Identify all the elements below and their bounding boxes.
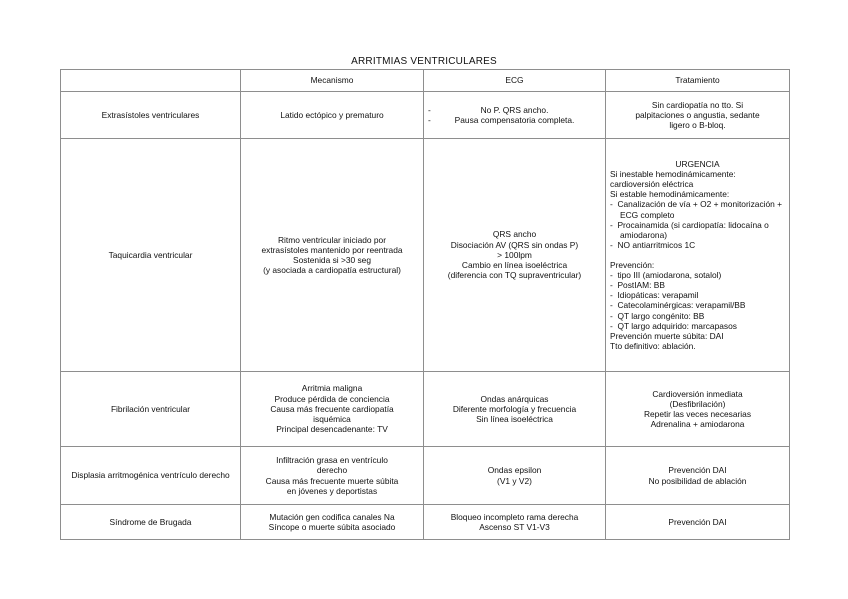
- cell-line: Sostenida si >30 seg: [293, 255, 371, 265]
- arrhythmia-table: [60, 69, 790, 540]
- urgencia-title: URGENCIA: [675, 158, 720, 169]
- cell-line: Cambio en línea isoeléctrica: [461, 260, 568, 271]
- cell-line: NO antiarritmicos 1C: [617, 240, 696, 251]
- cell-line: (V1 y V2): [497, 475, 532, 486]
- cell-line: Prevención muerte súbita: DAI: [610, 330, 724, 341]
- cell-line: cardioversión eléctrica: [610, 179, 694, 190]
- row-name-cell: Displasia arritmogénica ventrículo derecho: [61, 447, 241, 505]
- cell-line: Latido ectópico y prematuro: [280, 109, 384, 120]
- cell-line: Produce pérdida de conciencia: [274, 393, 390, 404]
- mecanismo-cell: [241, 372, 424, 447]
- spacer: [610, 251, 785, 260]
- urgencia-item: - Procainamida (si cardiopatía: lidocaína o amiodarona): [610, 219, 769, 241]
- cell-line: Mutación gen codifica canales Na: [269, 511, 395, 522]
- urgencia-item: - NO antiarritmicos 1C: [610, 240, 696, 251]
- row-name-cell: Síndrome de Brugada: [61, 505, 241, 540]
- cell-line: extrasístoles mantenido por reentrada: [261, 244, 403, 255]
- tratamiento-cell: [606, 505, 790, 540]
- tratamiento-cell: [606, 92, 790, 139]
- ecg-cell: [424, 92, 606, 139]
- tratamiento-cell: [606, 139, 790, 372]
- prevencion-item: - QT largo adquirido: marcapasos: [610, 320, 737, 331]
- row-name-cell: Extrasístoles ventriculares: [61, 92, 241, 139]
- cell-line: Tto definitivo: ablación.: [610, 341, 696, 352]
- table-row: [61, 139, 790, 372]
- ecg-cell: [424, 447, 606, 505]
- cell-line: Síncope o muerte súbita asociado: [268, 522, 396, 532]
- cell-line: QRS ancho: [492, 229, 537, 240]
- header-row: [61, 70, 790, 92]
- cell-line: isquémica: [313, 414, 351, 425]
- header-cell-ecg: ECG: [424, 70, 606, 92]
- row-name-cell: Taquicardia ventricular: [61, 139, 241, 372]
- mecanismo-cell: [241, 505, 424, 540]
- cell-line: derecho: [316, 465, 348, 476]
- prevencion-item: - tipo III (amiodarona, sotalol): [610, 269, 722, 280]
- cell-line: (Desfibrilación): [669, 398, 726, 409]
- cell-line: Causa más frecuente muerte súbita: [265, 475, 399, 486]
- cell-line: Si inestable hemodinámicamente:: [610, 168, 736, 179]
- cell-line: Sin cardiopatía no tto. Si: [651, 99, 744, 110]
- prevencion-title: Prevención:: [610, 259, 655, 270]
- ecg-bullet-line: - Pausa compensatoria completa.: [428, 115, 575, 125]
- prevencion-item: - Idiopáticas: verapamil: [610, 290, 699, 301]
- cell-line: Ascenso ST V1-V3: [479, 522, 550, 532]
- cell-line: No posibilidad de ablación: [648, 475, 747, 486]
- ecg-cell: [424, 372, 606, 447]
- row-name-cell: Fibrilación ventricular: [61, 372, 241, 447]
- urgencia-item: - Canalización de vía + O2 + monitorización + ECG completo: [610, 199, 783, 220]
- cell-line: (diferencia con TQ supraventricular): [447, 270, 582, 281]
- prevencion-item: - Catecolaminérgicas: verapamil/BB: [610, 300, 746, 311]
- cell-line: Principal desencadenante: TV: [276, 424, 388, 435]
- prevencion-item: - PostIAM: BB: [610, 279, 665, 290]
- cell-line: QT largo adquirido: marcapasos: [617, 320, 737, 331]
- cell-line: Ritmo ventricular iniciado por: [278, 234, 386, 245]
- cell-line: Infiltración grasa en ventrículo: [276, 455, 388, 466]
- cell-line: Ondas anárquicas: [480, 393, 549, 404]
- cell-line: Arritmia maligna: [301, 383, 363, 394]
- cell-line: Pausa compensatoria completa.: [454, 115, 575, 125]
- cell-line: Canalización de vía + O2 + monitorización + ECG completo: [617, 199, 783, 220]
- header-cell-mecanismo: Mecanismo: [241, 70, 424, 92]
- cell-line: Adrenalina + amiodarona: [650, 419, 745, 430]
- cell-line: No P. QRS ancho.: [480, 104, 549, 115]
- cell-line: Prevención DAI: [668, 465, 727, 476]
- cell-line: Diferente morfología y frecuencia: [452, 403, 577, 414]
- mecanismo-cell: [241, 447, 424, 505]
- cell-line: Repetir las veces necesarias: [643, 409, 752, 419]
- header-cell-empty: [61, 70, 241, 92]
- cell-line: Cardioversión inmediata: [652, 388, 743, 399]
- tratamiento-cell: [606, 372, 790, 447]
- cell-line: Bloqueo incompleto rama derecha: [450, 511, 579, 522]
- ecg-bullet-line: - No P. QRS ancho.: [428, 104, 549, 115]
- cell-line: Procainamida (si cardiopatía: lidocaína o amiodarona): [617, 219, 769, 241]
- cell-line: en jóvenes y deportistas: [286, 485, 378, 496]
- table-row: [61, 92, 790, 139]
- document-title: ARRITMIAS VENTRICULARES: [351, 56, 497, 67]
- cell-line: Ondas epsilon: [487, 465, 542, 476]
- tratamiento-cell: [606, 447, 790, 505]
- mecanismo-cell: [241, 139, 424, 372]
- ecg-cell: [424, 505, 606, 540]
- ecg-cell: [424, 139, 606, 372]
- cell-line: Idiopáticas: verapamil: [617, 290, 699, 301]
- cell-line: tipo III (amiodarona, sotalol): [617, 269, 722, 280]
- cell-line: PostIAM: BB: [617, 279, 665, 290]
- cell-line: Prevención DAI: [668, 516, 727, 527]
- table-row: [61, 372, 790, 447]
- cell-line: QT largo congénito: BB: [617, 310, 705, 321]
- table-row: [61, 447, 790, 505]
- header-cell-tratamiento: Tratamiento: [606, 70, 790, 92]
- cell-line: Si estable hemodinámicamente:: [610, 189, 730, 200]
- cell-line: > 100lpm: [497, 249, 532, 260]
- cell-line: ligero o B-bloq.: [669, 120, 726, 131]
- prevencion-item: - QT largo congénito: BB: [610, 310, 705, 321]
- cell-line: Sin línea isoeléctrica: [476, 414, 553, 425]
- cell-line: Disociación AV (QRS sin ondas P): [450, 239, 579, 250]
- table-row: [61, 505, 790, 540]
- cell-line: (y asociada a cardiopatía estructural): [263, 265, 401, 276]
- cell-line: palpitaciones o angustia, sedante: [635, 109, 760, 120]
- cell-line: Catecolaminérgicas: verapamil/BB: [617, 300, 746, 311]
- mecanismo-cell: [241, 92, 424, 139]
- cell-line: Causa más frecuente cardiopatía: [270, 403, 394, 414]
